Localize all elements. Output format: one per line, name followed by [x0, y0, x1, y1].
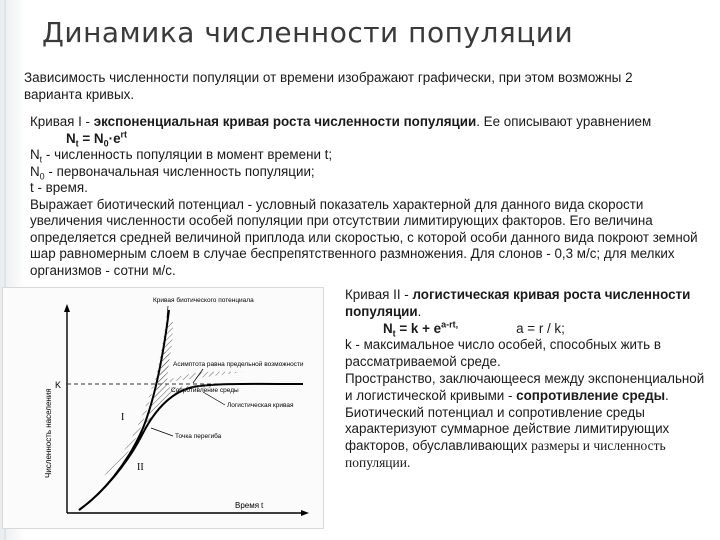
x-axis-label: Время [235, 501, 260, 510]
eq1-e: ·e [108, 130, 121, 146]
roman-two: II [137, 462, 144, 473]
eq2-ratio: a = r / k; [516, 320, 565, 336]
curve1-prefix: Кривая I - [30, 114, 94, 129]
intro-paragraph: Зависимость численности популяции от времени изображают графически, при этом возможны 2 варианта кривых. [24, 70, 633, 102]
eq2-rest: = k + e [395, 320, 442, 336]
n0-desc: - первоначальная численность популяции; [44, 163, 315, 179]
curve1-equation [30, 131, 700, 148]
time-mark: t [261, 500, 264, 510]
graph-svg [3, 288, 323, 528]
resistance-paragraph [345, 371, 705, 472]
y-axis-label: Численность населения [44, 388, 53, 478]
inflection-leader [151, 428, 173, 436]
potential-paragraph: Выражает биотический потенциал - условный показатель характерной для данного вида скорости увеличения численности особей популяции при отсутствии лимитирующих факторов. Его величина определяется средней величиной приплода или скоростью, с которой особи данного вида покроют земной шар равномерным слоем в случае беспрепятственного размножения. Для слонов - 0,3 м/с; для мелких организмов - сотни м/с. [30, 196, 698, 278]
roman-one: I [121, 412, 125, 423]
eq1-sub-0: 0 [103, 138, 109, 149]
tail-serif: размеры и численность популяции. [345, 438, 666, 470]
inflection-label: Точка перегиба [175, 433, 222, 440]
nt-desc: - численность популяции в момент времени t; [42, 147, 333, 162]
nt-sub: t [39, 154, 43, 165]
logistic-label: Логистическая кривая [227, 402, 294, 409]
curve1-heading [30, 114, 700, 131]
space-text: Пространство, заключающееся между экспоненциальной и логистической кривыми - [345, 370, 705, 403]
eq2-sub: t [392, 328, 396, 339]
y-axis-arrow [64, 304, 70, 312]
curve2-equation [345, 321, 705, 338]
curve1-section [30, 114, 700, 279]
asymptote-label: Асимптота равна предельной возможности [173, 361, 304, 368]
resistance-label: Сопротивление среды [171, 387, 239, 394]
resistance-term: сопротивление среды [516, 387, 666, 403]
curve2-suffix: . [417, 303, 422, 319]
x-axis-arrow [301, 510, 309, 516]
n0-n: N [30, 163, 40, 179]
resistance-suffix: . Биотический потенциал и сопротивление среды характеризуют суммарное действие лимитирующих факторов, [345, 387, 670, 454]
population-graph [2, 287, 324, 529]
k-definition: k - максимальное число особей, способных жить в рассматриваемой среде. [345, 337, 661, 370]
n0-definition [30, 164, 700, 181]
curve2-heading [345, 287, 705, 321]
curve2-prefix: Кривая II - [345, 287, 413, 302]
t-definition: t - время. [30, 180, 88, 195]
eq1-eq: = N [78, 130, 104, 146]
k-label: K [55, 380, 62, 390]
n0-sub: 0 [39, 171, 45, 182]
curve2-name: логистическая кривая роста численности популяции [345, 287, 691, 319]
eq1-n: N [66, 130, 76, 146]
curve2-section [345, 287, 705, 472]
biotic-label-text: Кривая биотического потенциала [153, 297, 254, 304]
eq2-sup: a-rt, [441, 319, 459, 330]
page-title: Динамика численности популяции [42, 16, 574, 49]
eq2-n: N [383, 320, 393, 336]
nt-n: N [30, 147, 40, 162]
nt-definition [30, 147, 700, 164]
eq1-sup: rt [120, 129, 128, 140]
curve1-name: экспоненциальная кривая роста численности популяции [93, 114, 477, 129]
curve1-suffix: . Ее описывают уравнением [476, 114, 652, 129]
eq1-sub-t: t [75, 138, 79, 149]
tail-sans: обуславливающих [412, 438, 532, 454]
